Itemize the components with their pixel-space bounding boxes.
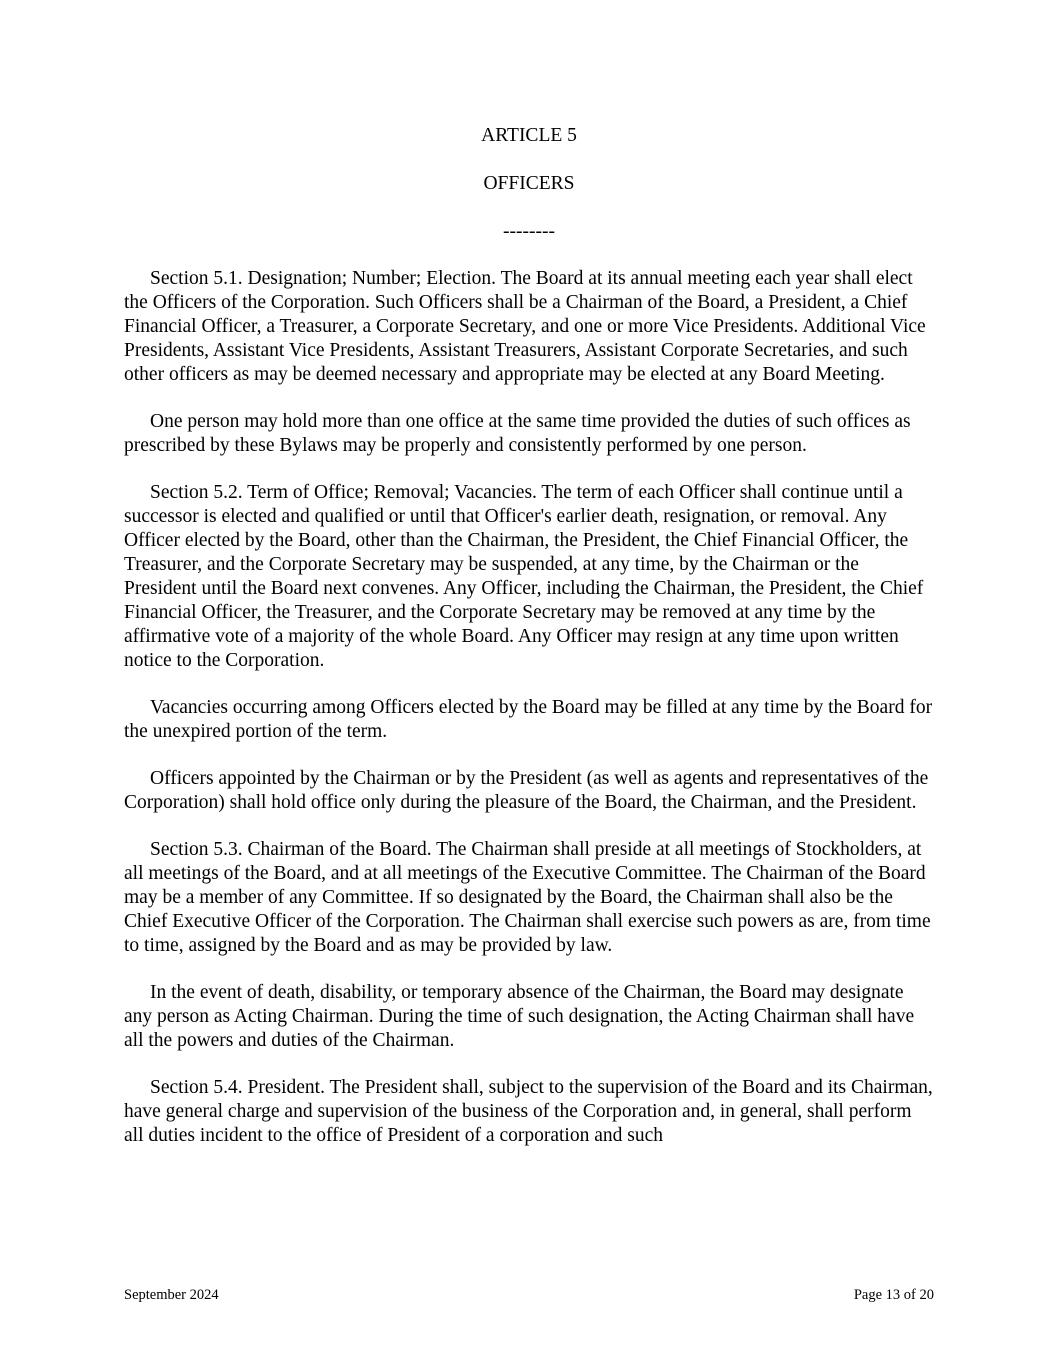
- article-heading: ARTICLE 5: [481, 125, 577, 146]
- article-title: OFFICERS: [483, 173, 575, 194]
- document-page: [124, 0, 934, 1365]
- footer-page-number: Page 13 of 20: [853, 1287, 934, 1303]
- separator-line: --------: [503, 221, 555, 242]
- article-body: [124, 267, 934, 1171]
- paragraph-section-5-4: Section 5.4. President. The President shall, subject to the supervision of the Board and its Chairman, have general charge and supervision of the business of the Corporation and, in general, shall perform all duties incident to the office of President of a corporation and such: [124, 1077, 933, 1146]
- paragraph-appointed-officers: Officers appointed by the Chairman or by the President (as well as agents and representatives of the Corporation) shall hold office only during the pleasure of the Board, the Chairman, and the President.: [124, 768, 929, 813]
- paragraph-multiple-offices: One person may hold more than one office at the same time provided the duties of such offices as prescribed by these Bylaws may be properly and consistently performed by one person.: [124, 411, 911, 456]
- paragraph-acting-chairman: In the event of death, disability, or temporary absence of the Chairman, the Board may designate any person as Acting Chairman. During the time of such designation, the Acting Chairman shall have all the powers and duties of the Chairman.: [124, 982, 915, 1051]
- paragraph-vacancies: Vacancies occurring among Officers elected by the Board may be filled at any time by the Board for the unexpired portion of the term.: [124, 697, 933, 742]
- paragraph-section-5-1: Section 5.1. Designation; Number; Election. The Board at its annual meeting each year shall elect the Officers of the Corporation. Such Officers shall be a Chairman of the Board, a President, a Chief Financial Officer, a Treasurer, a Corporate Secretary, and one or more Vice Presidents. Additional Vice Presidents, Assistant Vice Presidents, Assistant Treasurers, Assistant Corporate Secretaries, and such other officers as may be deemed necessary and appropriate may be elected at any Board Meeting.: [124, 268, 926, 385]
- footer-date: September 2024: [124, 1287, 219, 1303]
- paragraph-section-5-3: Section 5.3. Chairman of the Board. The Chairman shall preside at all meetings of Stockholders, at all meetings of the Board, and at all meetings of the Executive Committee. The Chairman of the Board may be a member of any Committee. If so designated by the Board, the Chairman shall also be the Chief Executive Officer of the Corporation. The Chairman shall exercise such powers as are, from time to time, assigned by the Board and as may be provided by law.: [124, 839, 931, 956]
- paragraph-section-5-2: Section 5.2. Term of Office; Removal; Vacancies. The term of each Officer shall continue until a successor is elected and qualified or until that Officer's earlier death, resignation, or removal. Any Officer elected by the Board, other than the Chairman, the President, the Chief Financial Officer, the Treasurer, and the Corporate Secretary may be suspended, at any time, by the Chairman or the President until the Board next convenes. Any Officer, including the Chairman, the President, the Chief Financial Officer, the Treasurer, and the Corporate Secretary may be removed at any time by the affirmative vote of a majority of the whole Board. Any Officer may resign at any time upon written notice to the Corporation.: [124, 482, 924, 671]
